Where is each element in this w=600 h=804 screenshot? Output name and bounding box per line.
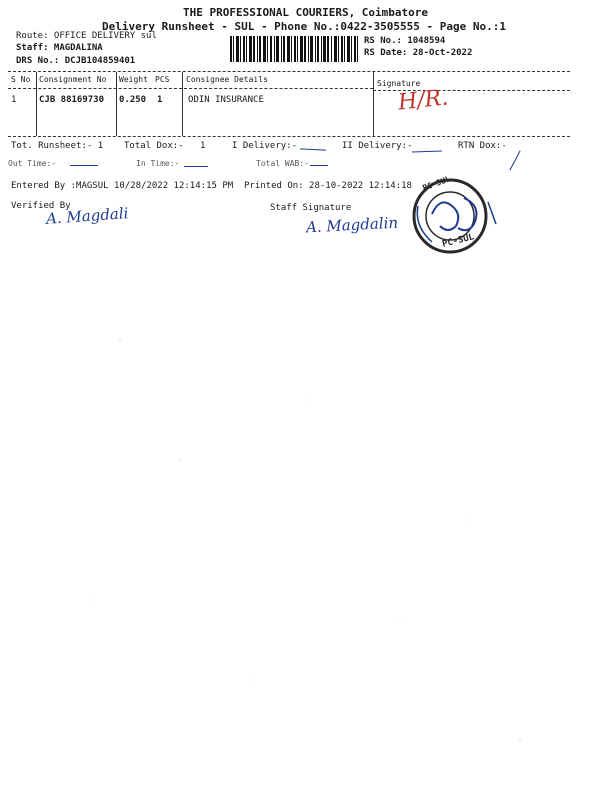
pen-stroke: [509, 151, 520, 171]
barcode-graphic: [230, 36, 358, 62]
stamp-bottom-text: PC-SUL: [441, 232, 476, 250]
printed-on: Printed On: 28-10-2022 12:14:18: [244, 181, 412, 191]
row-consignment-no: CJB 88169730: [39, 95, 105, 105]
scan-noise: [0, 260, 600, 800]
column-header-sno: S No: [11, 75, 31, 84]
stamp-top-text: PC-SUL: [421, 174, 452, 193]
row-pcs: 1: [157, 95, 163, 105]
runsheet-title: Delivery Runsheet - SUL - Phone No.:0422-3505555 - Page No.:1: [102, 20, 506, 33]
office-stamp: [404, 176, 500, 256]
table-top-rule: [8, 71, 570, 72]
pen-stroke: [300, 148, 326, 150]
scan-noise-graphic: [0, 260, 600, 800]
column-divider: [36, 72, 37, 136]
column-divider: [182, 72, 183, 136]
i-delivery: I Delivery:-: [232, 141, 298, 151]
tot-runsheet: Tot. Runsheet:- 1: [11, 141, 104, 151]
column-header-weight: Weight: [119, 75, 148, 84]
barcode: [230, 36, 358, 62]
drs-number: DRS No.: DCJB104859401: [16, 56, 136, 66]
row-consignee: ODIN INSURANCE: [188, 95, 264, 105]
company-name: THE PROFESSIONAL COURIERS, Coimbatore: [183, 6, 429, 19]
staff-signature-handwriting: A. Magdalin: [305, 213, 399, 237]
total-wab: Total WAB:-: [256, 159, 309, 168]
staff-signature-label: Staff Signature: [270, 203, 352, 213]
in-time: In Time:-: [136, 159, 180, 168]
column-header-pcs: PCS: [155, 75, 170, 84]
rs-date: RS Date: 28-Oct-2022: [364, 48, 473, 58]
column-header-consignee: Consignee Details: [186, 75, 268, 84]
column-divider: [373, 72, 374, 136]
pen-stroke: [412, 150, 442, 152]
pen-stroke: [70, 165, 98, 166]
column-header-consignment: Consignment No: [39, 75, 107, 84]
staff-label: Staff: MAGDALINA: [16, 43, 103, 53]
table-bottom-rule: [8, 136, 570, 137]
table-header-rule: [8, 88, 373, 89]
row-sno: 1: [11, 95, 17, 105]
total-dox-label: Total Dox:-: [124, 141, 184, 151]
pen-stroke: [184, 166, 208, 167]
column-divider: [116, 72, 117, 136]
ii-delivery: II Delivery:-: [342, 141, 413, 151]
out-time: Out Time:-: [8, 159, 57, 168]
pen-stroke: [310, 165, 328, 166]
total-dox-value: 1: [200, 141, 206, 151]
handwritten-signature-mark: H/R.: [396, 85, 450, 116]
entered-by: Entered By :MAGSUL 10/28/2022 12:14:15 PM: [11, 181, 234, 191]
rs-number: RS No.: 1048594: [364, 36, 446, 46]
route-label: Route: OFFICE DELIVERY sul: [16, 31, 157, 41]
column-header-signature: Signature: [377, 79, 421, 88]
rtn-dox: RTN Dox:-: [458, 141, 507, 151]
verified-by-signature: A. Magdali: [45, 204, 129, 228]
row-weight: 0.250: [119, 95, 147, 105]
verified-by-label: Verified By: [11, 201, 71, 211]
